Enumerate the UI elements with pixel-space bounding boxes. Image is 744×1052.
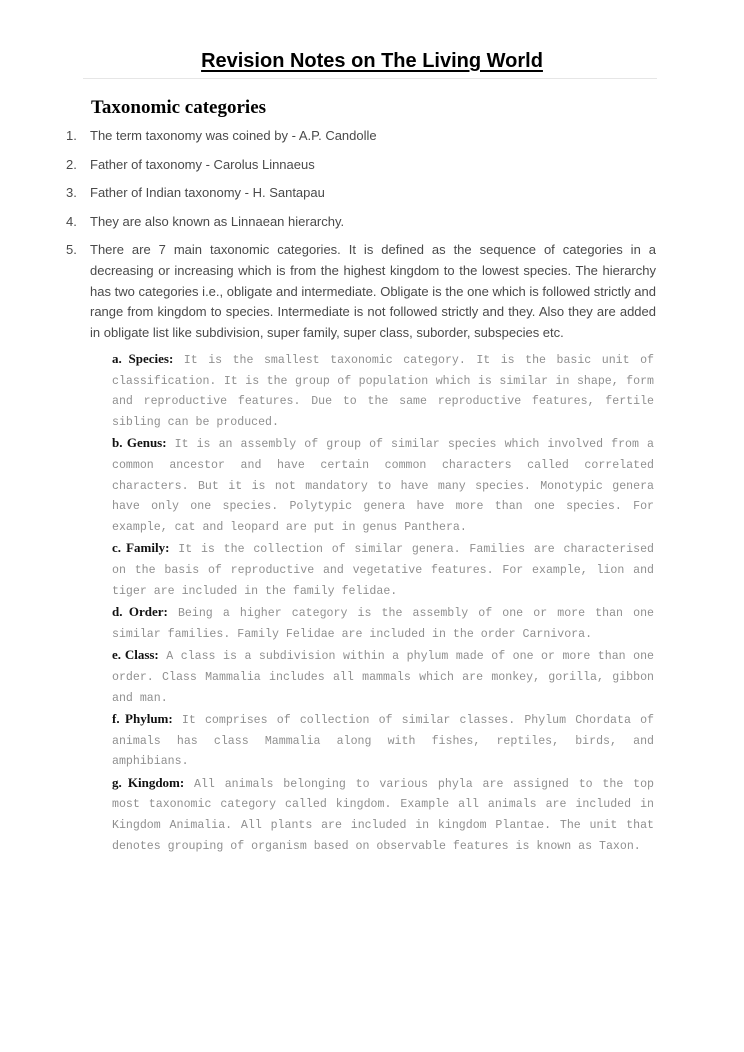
category-description: It is the collection of similar genera. Families are characterised on the basis of reproductive and vegetative features. For example, lion and tiger are included in the family felidae.: [112, 543, 654, 598]
category-description: It is the smallest taxonomic category. It is the basic unit of classification. It is the group of population which is similar in shape, form and reproductive features. Due to the same reproductive features, fertile sibling can be produced.: [112, 354, 654, 429]
list-item: [66, 155, 656, 176]
list-item: [66, 126, 656, 147]
category-family: [112, 538, 654, 602]
list-number: 5.: [66, 242, 77, 258]
list-text: They are also known as Linnaean hierarchy.: [90, 213, 345, 229]
list-item: [66, 183, 656, 204]
category-description: It is an assembly of group of similar species which involved from a common ancestor and have certain common characters called correlated characters. But it is not mandatory to have many species. Monotypic genera have only one species. Polytypic genera have more than one species. For example, cat and leopard are put in genus Panthera.: [112, 438, 654, 534]
page-title: Revision Notes on The Living World: [201, 50, 543, 72]
category-class: [112, 645, 654, 709]
list-number: 3.: [66, 185, 77, 201]
taxonomic-categories-list: [112, 349, 654, 857]
category-order: [112, 602, 654, 645]
category-label: e. Class:: [112, 647, 159, 663]
category-label: d. Order:: [112, 604, 168, 620]
category-species: [112, 349, 654, 433]
numbered-list: [66, 126, 656, 351]
list-number: 2.: [66, 156, 77, 172]
category-genus: [112, 433, 654, 538]
list-text: The term taxonomy was coined by - A.P. Candolle: [90, 128, 377, 143]
category-kingdom: [112, 773, 654, 857]
category-description: Being a higher category is the assembly of one or more than one similar families. Family Felidae are included in the order Carnivora.: [112, 607, 654, 641]
category-label: g. Kingdom:: [112, 774, 185, 790]
category-label: c. Family:: [112, 540, 170, 556]
list-text: Father of taxonomy - Carolus Linnaeus: [90, 156, 315, 172]
list-item: [66, 240, 656, 343]
list-text: Father of Indian taxonomy - H. Santapau: [90, 185, 325, 201]
list-number: 1.: [66, 128, 77, 143]
category-label: f. Phylum:: [112, 711, 173, 727]
category-description: A class is a subdivision within a phylum made of one or more than one order. Class Mammalia includes all mammals which are monkey, gorilla, gibbon and man.: [112, 650, 654, 705]
category-label: b. Genus:: [112, 435, 167, 451]
category-label: a. Species:: [112, 351, 174, 366]
list-number: 4.: [66, 213, 77, 229]
category-phylum: [112, 709, 654, 773]
list-text: There are 7 main taxonomic categories. It is defined as the sequence of categories in a decreasing or increasing which is from the highest kingdom to the lowest species. The hierarchy has two categories i.e., obligate and intermediate. Obligate is the one which is followed strictly and range from kingdom to species. Intermediate is not followed strictly and they. Also they are added in obligate list like subdivision, super family, super class, suborder, subspecies etc.: [90, 242, 656, 340]
list-item: [66, 212, 656, 233]
section-heading: Taxonomic categories: [91, 97, 267, 118]
category-description: It comprises of collection of similar classes. Phylum Chordata of animals has class Mammalia along with fishes, reptiles, birds, and amphibians.: [112, 714, 655, 769]
category-description: All animals belonging to various phyla are assigned to the top most taxonomic category called kingdom. Example all animals are included in Kingdom Animalia. All plants are included in kingdom Plantae. The unit that denotes grouping of organism based on observable features is known as Taxon.: [112, 777, 654, 853]
title-divider: [83, 78, 657, 79]
